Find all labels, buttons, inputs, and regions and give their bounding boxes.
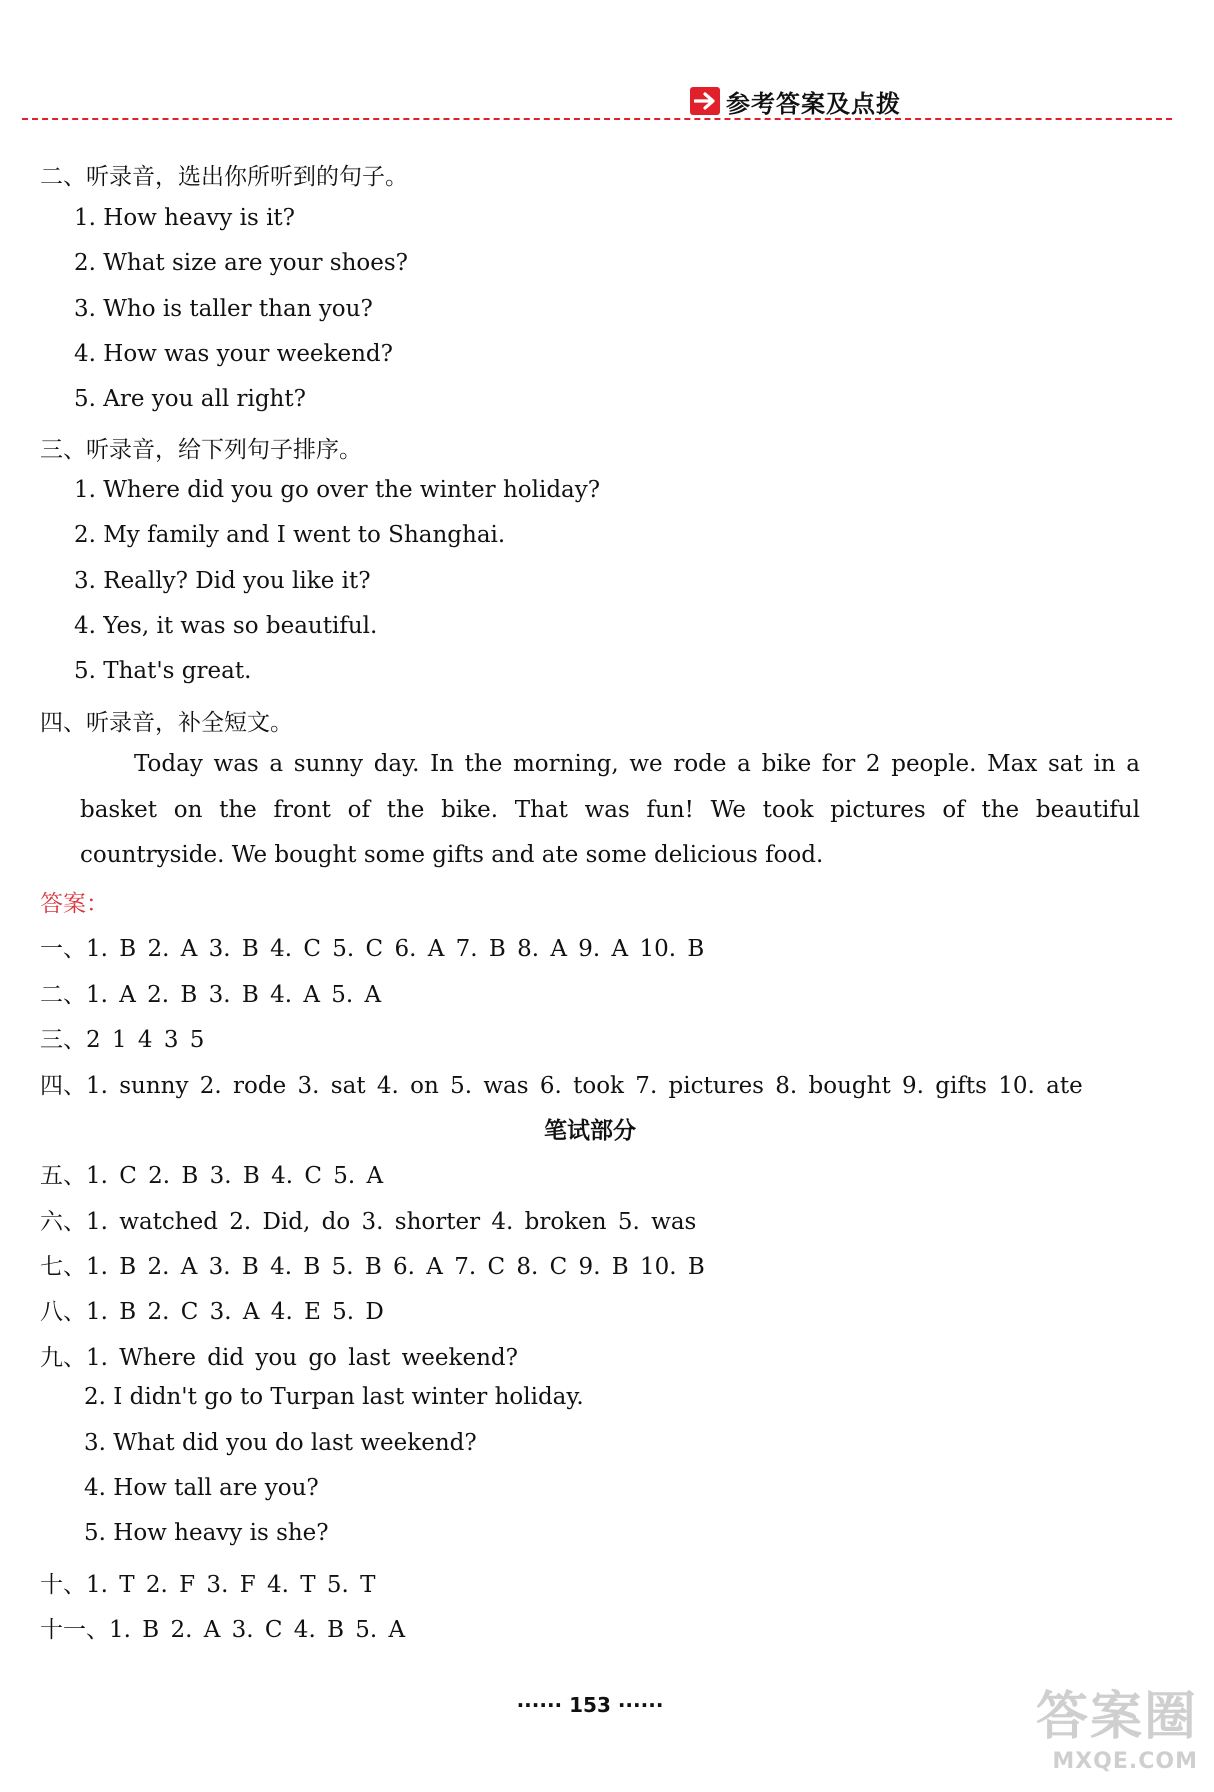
answer-line-1: 一、1. B 2. A 3. B 4. C 5. C 6. A 7. B 8. A 9. A 10. B [40,936,705,962]
header-divider [22,118,1172,120]
written-section-title: 笔试部分 [544,1118,636,1144]
section-9-item-4: 4. How tall are you? [84,1475,319,1501]
answers-label: 答案： [40,891,109,917]
section-9-item-3: 3. What did you do last weekend? [84,1430,477,1456]
written-line-8: 八、1. B 2. C 3. A 4. E 5. D [40,1299,384,1325]
section-3-item-1: 1. Where did you go over the winter holiday? [74,477,601,503]
arrow-right-icon [690,87,720,115]
section-4-heading: 四、听录音，补全短文。 [40,710,293,736]
answer-line-2: 二、1. A 2. B 3. B 4. A 5. A [40,982,382,1008]
watermark-logo: 答案圈 [1035,1687,1198,1747]
header-title: 参考答案及点拨 [726,89,901,118]
section-2-item-5: 5. Are you all right? [74,386,306,412]
section-4-paragraph: Today was a sunny day. In the morning, we rode a bike for 2 people. Max sat in a basket on the front of the bike. That was fun! We took pictures of the beautiful countryside. We bought some gifts and ate some delicious food. [80,751,1140,868]
section-3-heading: 三、听录音，给下列句子排序。 [40,437,362,463]
page-number-dots-left: ······ [516,1693,570,1717]
page-number-value: 153 [569,1693,611,1717]
section-10-answers: 十、1. T 2. F 3. F 4. T 5. T [40,1572,376,1598]
page-header [690,86,901,116]
section-2-item-2: 2. What size are your shoes? [74,250,408,276]
answer-line-4: 四、1. sunny 2. rode 3. sat 4. on 5. was 6. took 7. pictures 8. bought 9. gifts 10. ate [40,1073,1083,1099]
section-9-item-5: 5. How heavy is she? [84,1520,329,1546]
written-line-6: 六、1. watched 2. Did, do 3. shorter 4. broken 5. was [40,1209,697,1235]
section-3-item-4: 4. Yes, it was so beautiful. [74,613,378,639]
written-line-5: 五、1. C 2. B 3. B 4. C 5. A [40,1163,384,1189]
section-2-item-4: 4. How was your weekend? [74,341,393,367]
section-2-item-1: 1. How heavy is it? [74,205,295,231]
section-3-item-3: 3. Really? Did you like it? [74,568,371,594]
section-9-heading: 九、1. Where did you go last weekend? [40,1345,518,1371]
watermark [1036,1674,1198,1774]
written-line-7: 七、1. B 2. A 3. B 4. B 5. B 6. A 7. C 8. C 9. B 10. B [40,1254,705,1280]
section-2-item-3: 3. Who is taller than you? [74,296,373,322]
watermark-url: MXQE.COM [1052,1749,1198,1774]
page-number [0,1693,1180,1717]
section-9-item-2: 2. I didn't go to Turpan last winter holiday. [84,1384,584,1410]
page-number-dots-right: ······ [610,1693,664,1717]
section-2-heading: 二、听录音，选出你所听到的句子。 [40,164,408,190]
section-11-answers: 十一、1. B 2. A 3. C 4. B 5. A [40,1617,406,1643]
answer-line-3: 三、2 1 4 3 5 [40,1027,205,1053]
section-3-item-5: 5. That's great. [74,658,252,684]
section-3-item-2: 2. My family and I went to Shanghai. [74,522,506,548]
